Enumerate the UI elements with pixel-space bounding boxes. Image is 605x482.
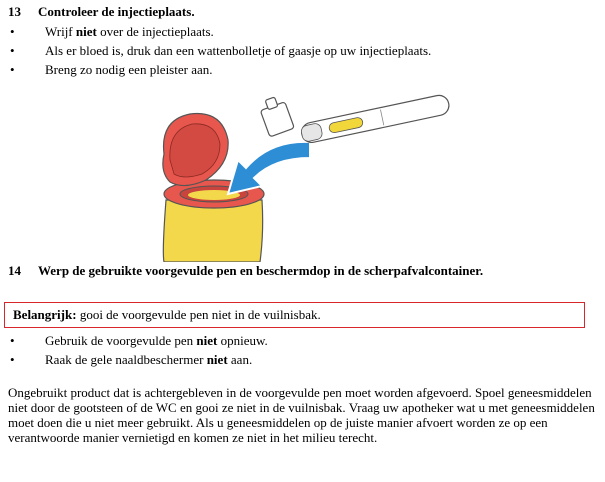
disposal-paragraph: Ongebruikt product dat is achtergebleven in de voorgevulde pen moet worden afgevoerd. Spoel geneesmiddelen niet door de gootsteen of de WC en gooi ze niet in de vuilnisbak. Vraag uw apotheker wat u met geneesmiddelen moet doen die u niet meer gebruikt. Als u geneesmiddelen op de juiste manier afvoert worden ze op een verantwoorde manier vernietigd en komen ze niet in het milieu terecht. <box>8 385 595 445</box>
list-item: • Als er bloed is, druk dan een wattenbolletje of gaasje op uw injectieplaats. <box>10 43 432 58</box>
step-13-heading <box>8 4 195 20</box>
step-13-title: Controleer de injectieplaats. <box>38 4 195 19</box>
step-14-title: Werp de gebruikte voorgevulde pen en beschermdop in de scherpafvalcontainer. <box>38 263 484 278</box>
list-item: • Wrijf niet over de injectieplaats. <box>10 24 214 39</box>
bullet-icon: • <box>10 352 15 367</box>
important-callout <box>4 302 585 328</box>
list-item: • Breng zo nodig een pleister aan. <box>10 62 213 77</box>
sharps-container-disposal-icon <box>150 82 450 262</box>
list-item: • Gebruik de voorgevulde pen niet opnieuw. <box>10 333 268 348</box>
bullet-icon: • <box>10 62 15 77</box>
bullet-icon: • <box>10 24 15 39</box>
step-13-number: 13 <box>8 4 21 19</box>
important-label: Belangrijk: <box>13 307 77 322</box>
important-text: gooi de voorgevulde pen niet in de vuilnisbak. <box>76 307 321 322</box>
step-14-bullet-list <box>8 331 268 369</box>
bullet-icon: • <box>10 43 15 58</box>
step-14-heading <box>8 263 483 279</box>
step-14-number: 14 <box>8 263 21 278</box>
bullet-icon: • <box>10 333 15 348</box>
list-item: • Raak de gele naaldbeschermer niet aan. <box>10 352 253 367</box>
step-13-bullet-list <box>8 22 431 79</box>
